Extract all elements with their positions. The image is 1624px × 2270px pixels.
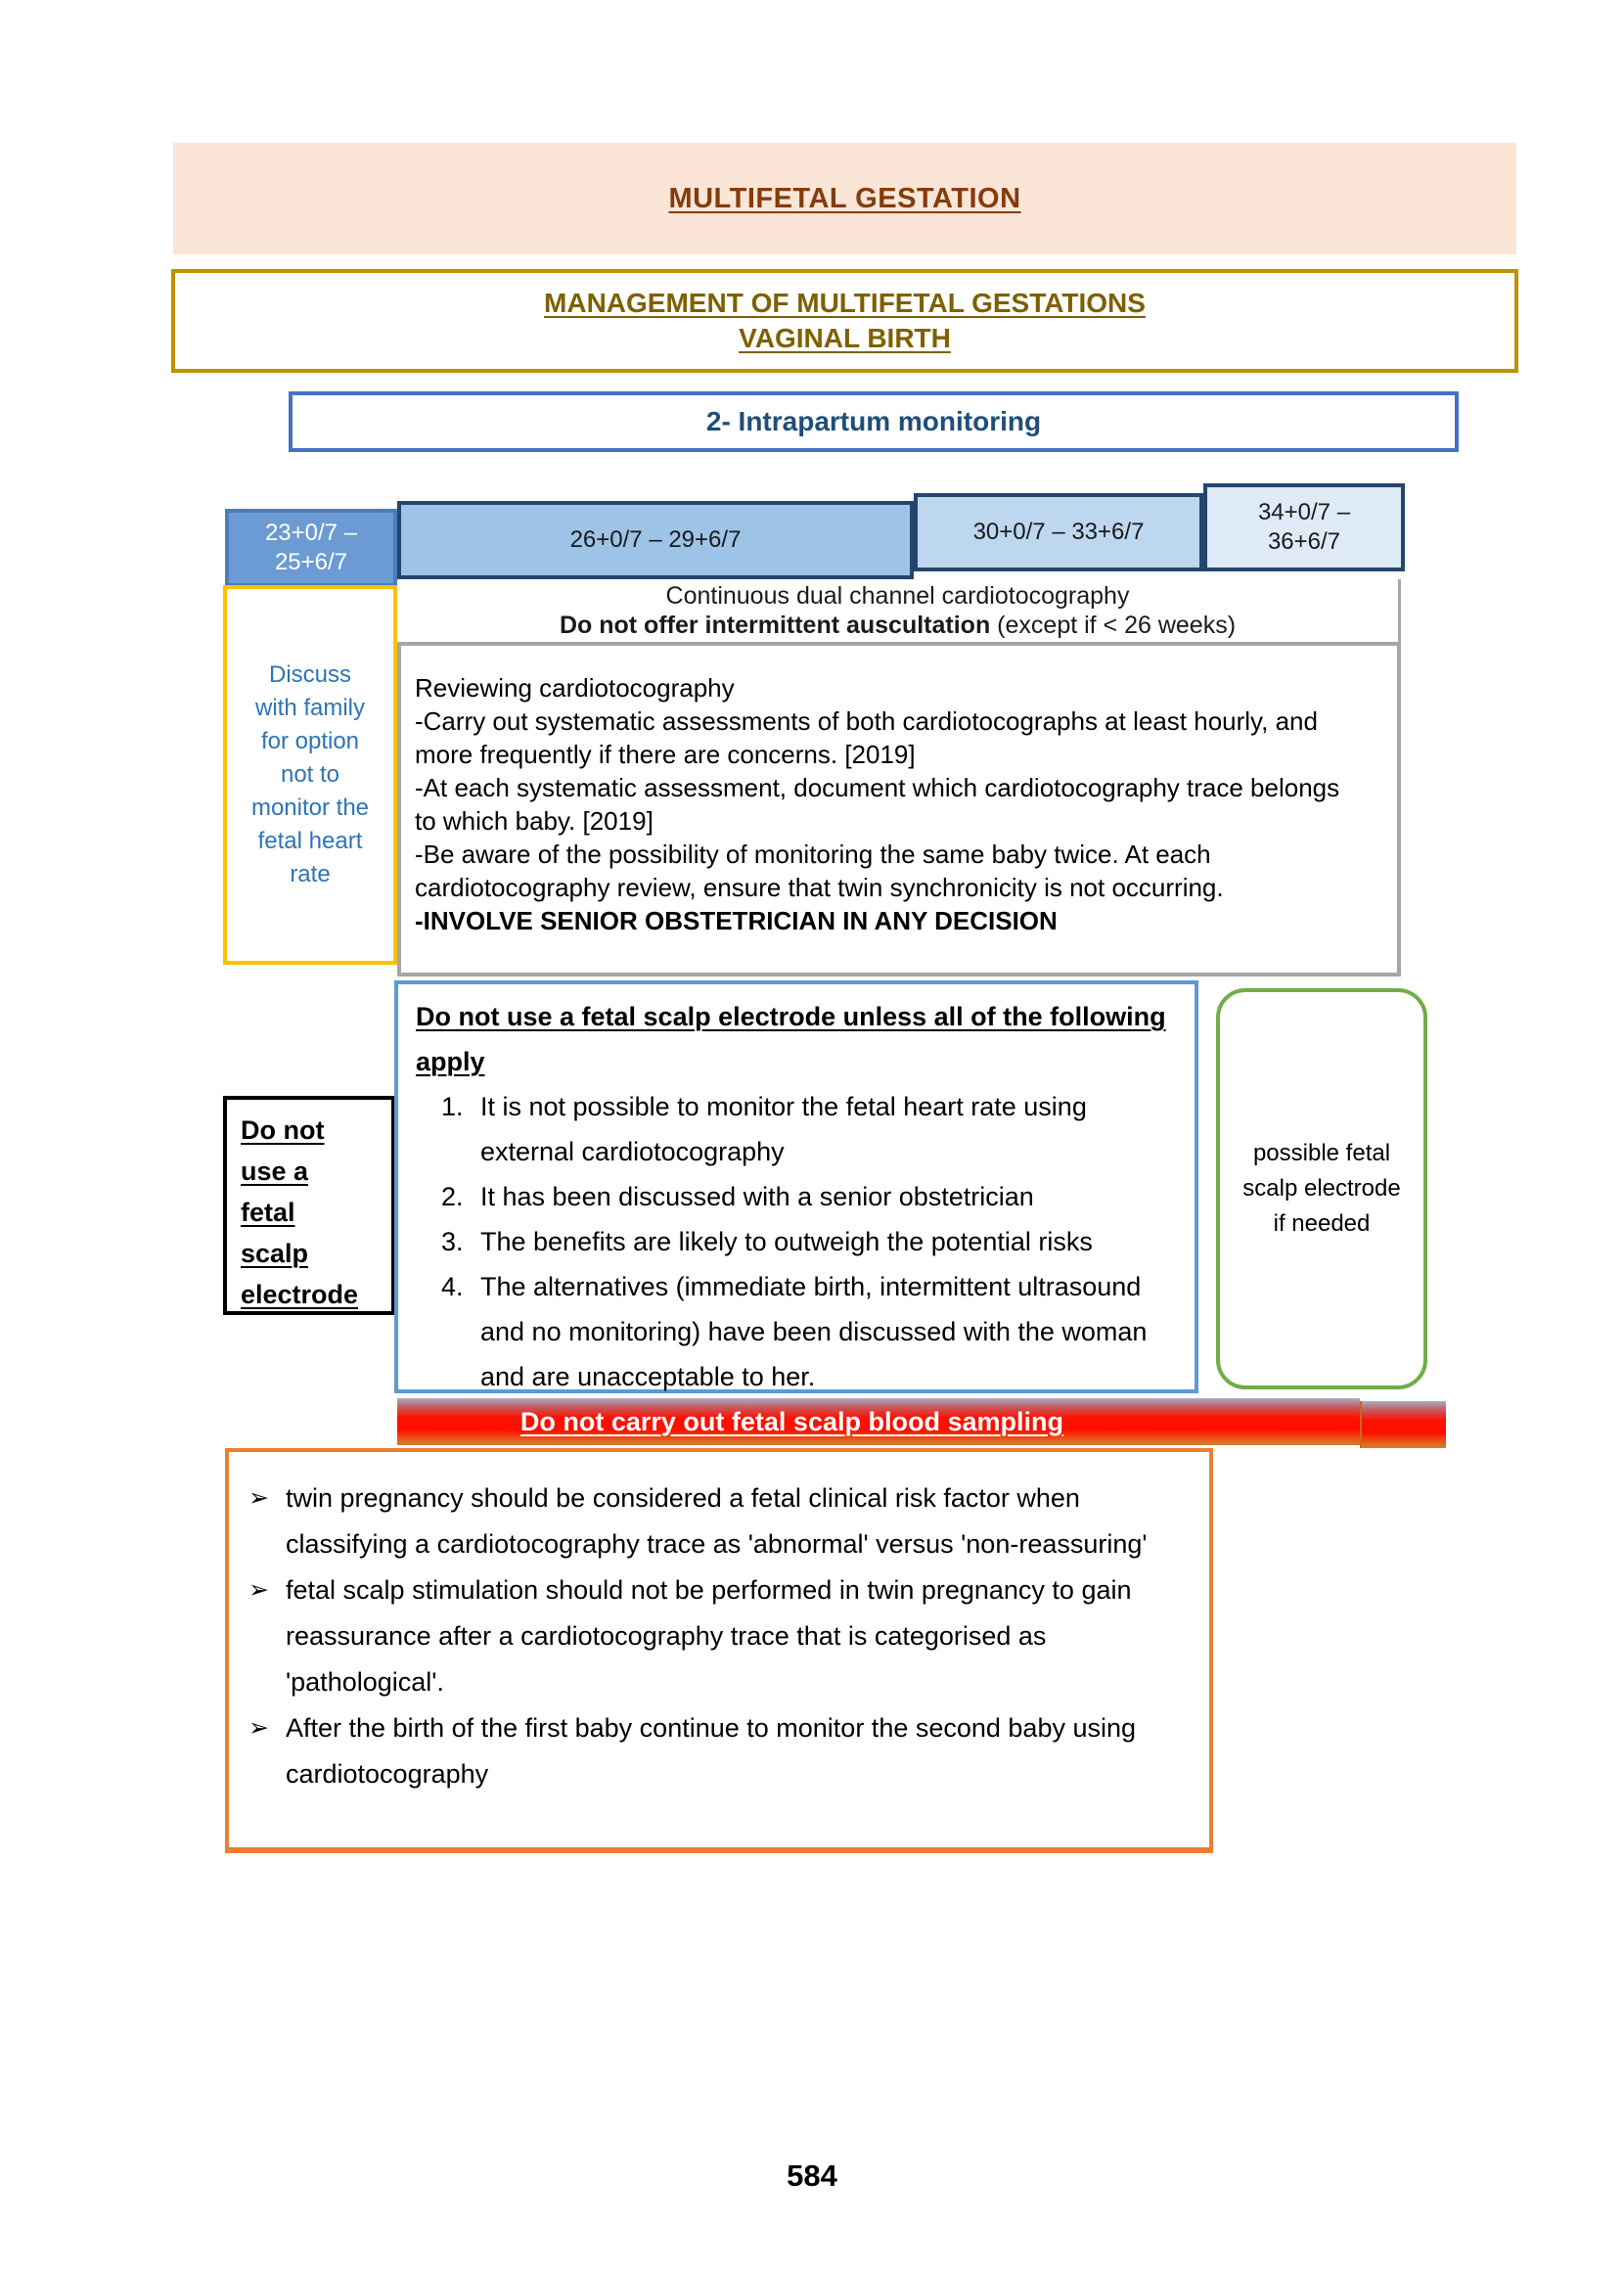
arrow-bullet-icon: ➢ bbox=[248, 1484, 269, 1512]
monitoring-line-2-bold: Do not offer intermittent auscultation bbox=[559, 612, 991, 639]
monitoring-line-2-rest: (except if < 26 weeks) bbox=[990, 612, 1237, 639]
timeline-column-26-29 bbox=[397, 501, 914, 579]
scalp-electrode-heading: Do not use a fetal scalp electrode unless all of the following apply bbox=[416, 1002, 1166, 1076]
page-title: MULTIFETAL GESTATION bbox=[668, 182, 1021, 214]
timeline-label: 30+0/7 – 33+6/7 bbox=[972, 519, 1145, 545]
page-number: 584 bbox=[787, 2158, 837, 2193]
possible-electrode-note: possible fetal scalp electrode if needed bbox=[1242, 1140, 1401, 1237]
guidance-item bbox=[245, 1705, 1182, 1797]
condition-item: 2. It has been discussed with a senior obstetrician bbox=[471, 1174, 1173, 1219]
reviewing-emphasis: -INVOLVE SENIOR OBSTETRICIAN IN ANY DECISION bbox=[415, 906, 1058, 935]
guidance-list bbox=[245, 1476, 1182, 1797]
section-title-box bbox=[289, 391, 1459, 452]
reviewing-item: -Be aware of the possibility of monitoring the same baby twice. At each cardiotocography review, ensure that twin synchronicity is not occurring. bbox=[415, 840, 1224, 902]
guidance-box bbox=[225, 1448, 1213, 1853]
section-title: 2- Intrapartum monitoring bbox=[705, 406, 1042, 436]
timeline-column-34-36 bbox=[1203, 483, 1405, 571]
monitoring-line-1: Continuous dual channel cardiotocography bbox=[665, 582, 1130, 610]
reviewing-item: -At each systematic assessment, document which cardiotocography trace belongs to which baby. [2019] bbox=[415, 773, 1340, 836]
warning-banner-tail bbox=[1360, 1401, 1446, 1448]
reviewing-cardiotocography-box bbox=[397, 642, 1401, 976]
page-title-banner bbox=[173, 143, 1516, 254]
scalp-electrode-conditions-list bbox=[416, 1084, 1173, 1399]
guidance-text: fetal scalp stimulation should not be performed in twin pregnancy to gain reassurance after a cardiotocography trace that is categorised as 'pathological'. bbox=[286, 1575, 1132, 1697]
timeline-label: 34+0/7 – 36+6/7 bbox=[1257, 499, 1351, 555]
scalp-electrode-side-label: Do not use a fetal scalp electrode bbox=[241, 1115, 359, 1309]
guidance-item bbox=[245, 1567, 1182, 1705]
scalp-electrode-side-label-box bbox=[223, 1096, 395, 1315]
discuss-family-note-box bbox=[223, 585, 397, 965]
timeline-label: 23+0/7 – 25+6/7 bbox=[264, 520, 358, 575]
timeline-label: 26+0/7 – 29+6/7 bbox=[569, 526, 742, 553]
warning-banner bbox=[397, 1398, 1360, 1445]
subtitle-line-1: MANAGEMENT OF MULTIFETAL GESTATIONS bbox=[544, 288, 1146, 318]
warning-banner-text: Do not carry out fetal scalp blood sampling bbox=[519, 1406, 1063, 1436]
discuss-family-note: Discuss with family for option not to monitor the fetal heart rate bbox=[250, 661, 370, 887]
timeline-column-30-33 bbox=[914, 493, 1203, 571]
possible-electrode-note-box bbox=[1216, 988, 1427, 1389]
continuous-monitoring-row bbox=[397, 579, 1401, 642]
scalp-electrode-conditions-box bbox=[394, 980, 1198, 1393]
timeline-column-23-25 bbox=[225, 509, 397, 587]
monitoring-line-2 bbox=[560, 611, 1236, 640]
warning-banner-inner bbox=[397, 1407, 1187, 1437]
subtitle-line-2: VAGINAL BIRTH bbox=[739, 323, 951, 353]
reviewing-item: -Carry out systematic assessments of both cardiotocographs at least hourly, and more frequently if there are concerns. [2019] bbox=[415, 706, 1318, 769]
arrow-bullet-icon: ➢ bbox=[248, 1576, 269, 1604]
arrow-bullet-icon: ➢ bbox=[248, 1714, 269, 1742]
guidance-text: After the birth of the first baby continue to monitor the second baby using cardiotocography bbox=[286, 1713, 1137, 1789]
guidance-item bbox=[245, 1476, 1182, 1567]
subtitle-box bbox=[171, 269, 1518, 373]
condition-item: 1. It is not possible to monitor the fetal heart rate using external cardiotocography bbox=[471, 1084, 1173, 1174]
condition-item: 4. The alternatives (immediate birth, intermittent ultrasound and no monitoring) have been discussed with the woman and are unacceptable to her. bbox=[471, 1264, 1173, 1399]
condition-item: 3. The benefits are likely to outweigh the potential risks bbox=[471, 1219, 1173, 1264]
guidance-text: twin pregnancy should be considered a fetal clinical risk factor when classifying a cardiotocography trace as 'abnormal' versus 'non-reassuring' bbox=[286, 1483, 1148, 1559]
reviewing-title: Reviewing cardiotocography bbox=[415, 673, 735, 703]
